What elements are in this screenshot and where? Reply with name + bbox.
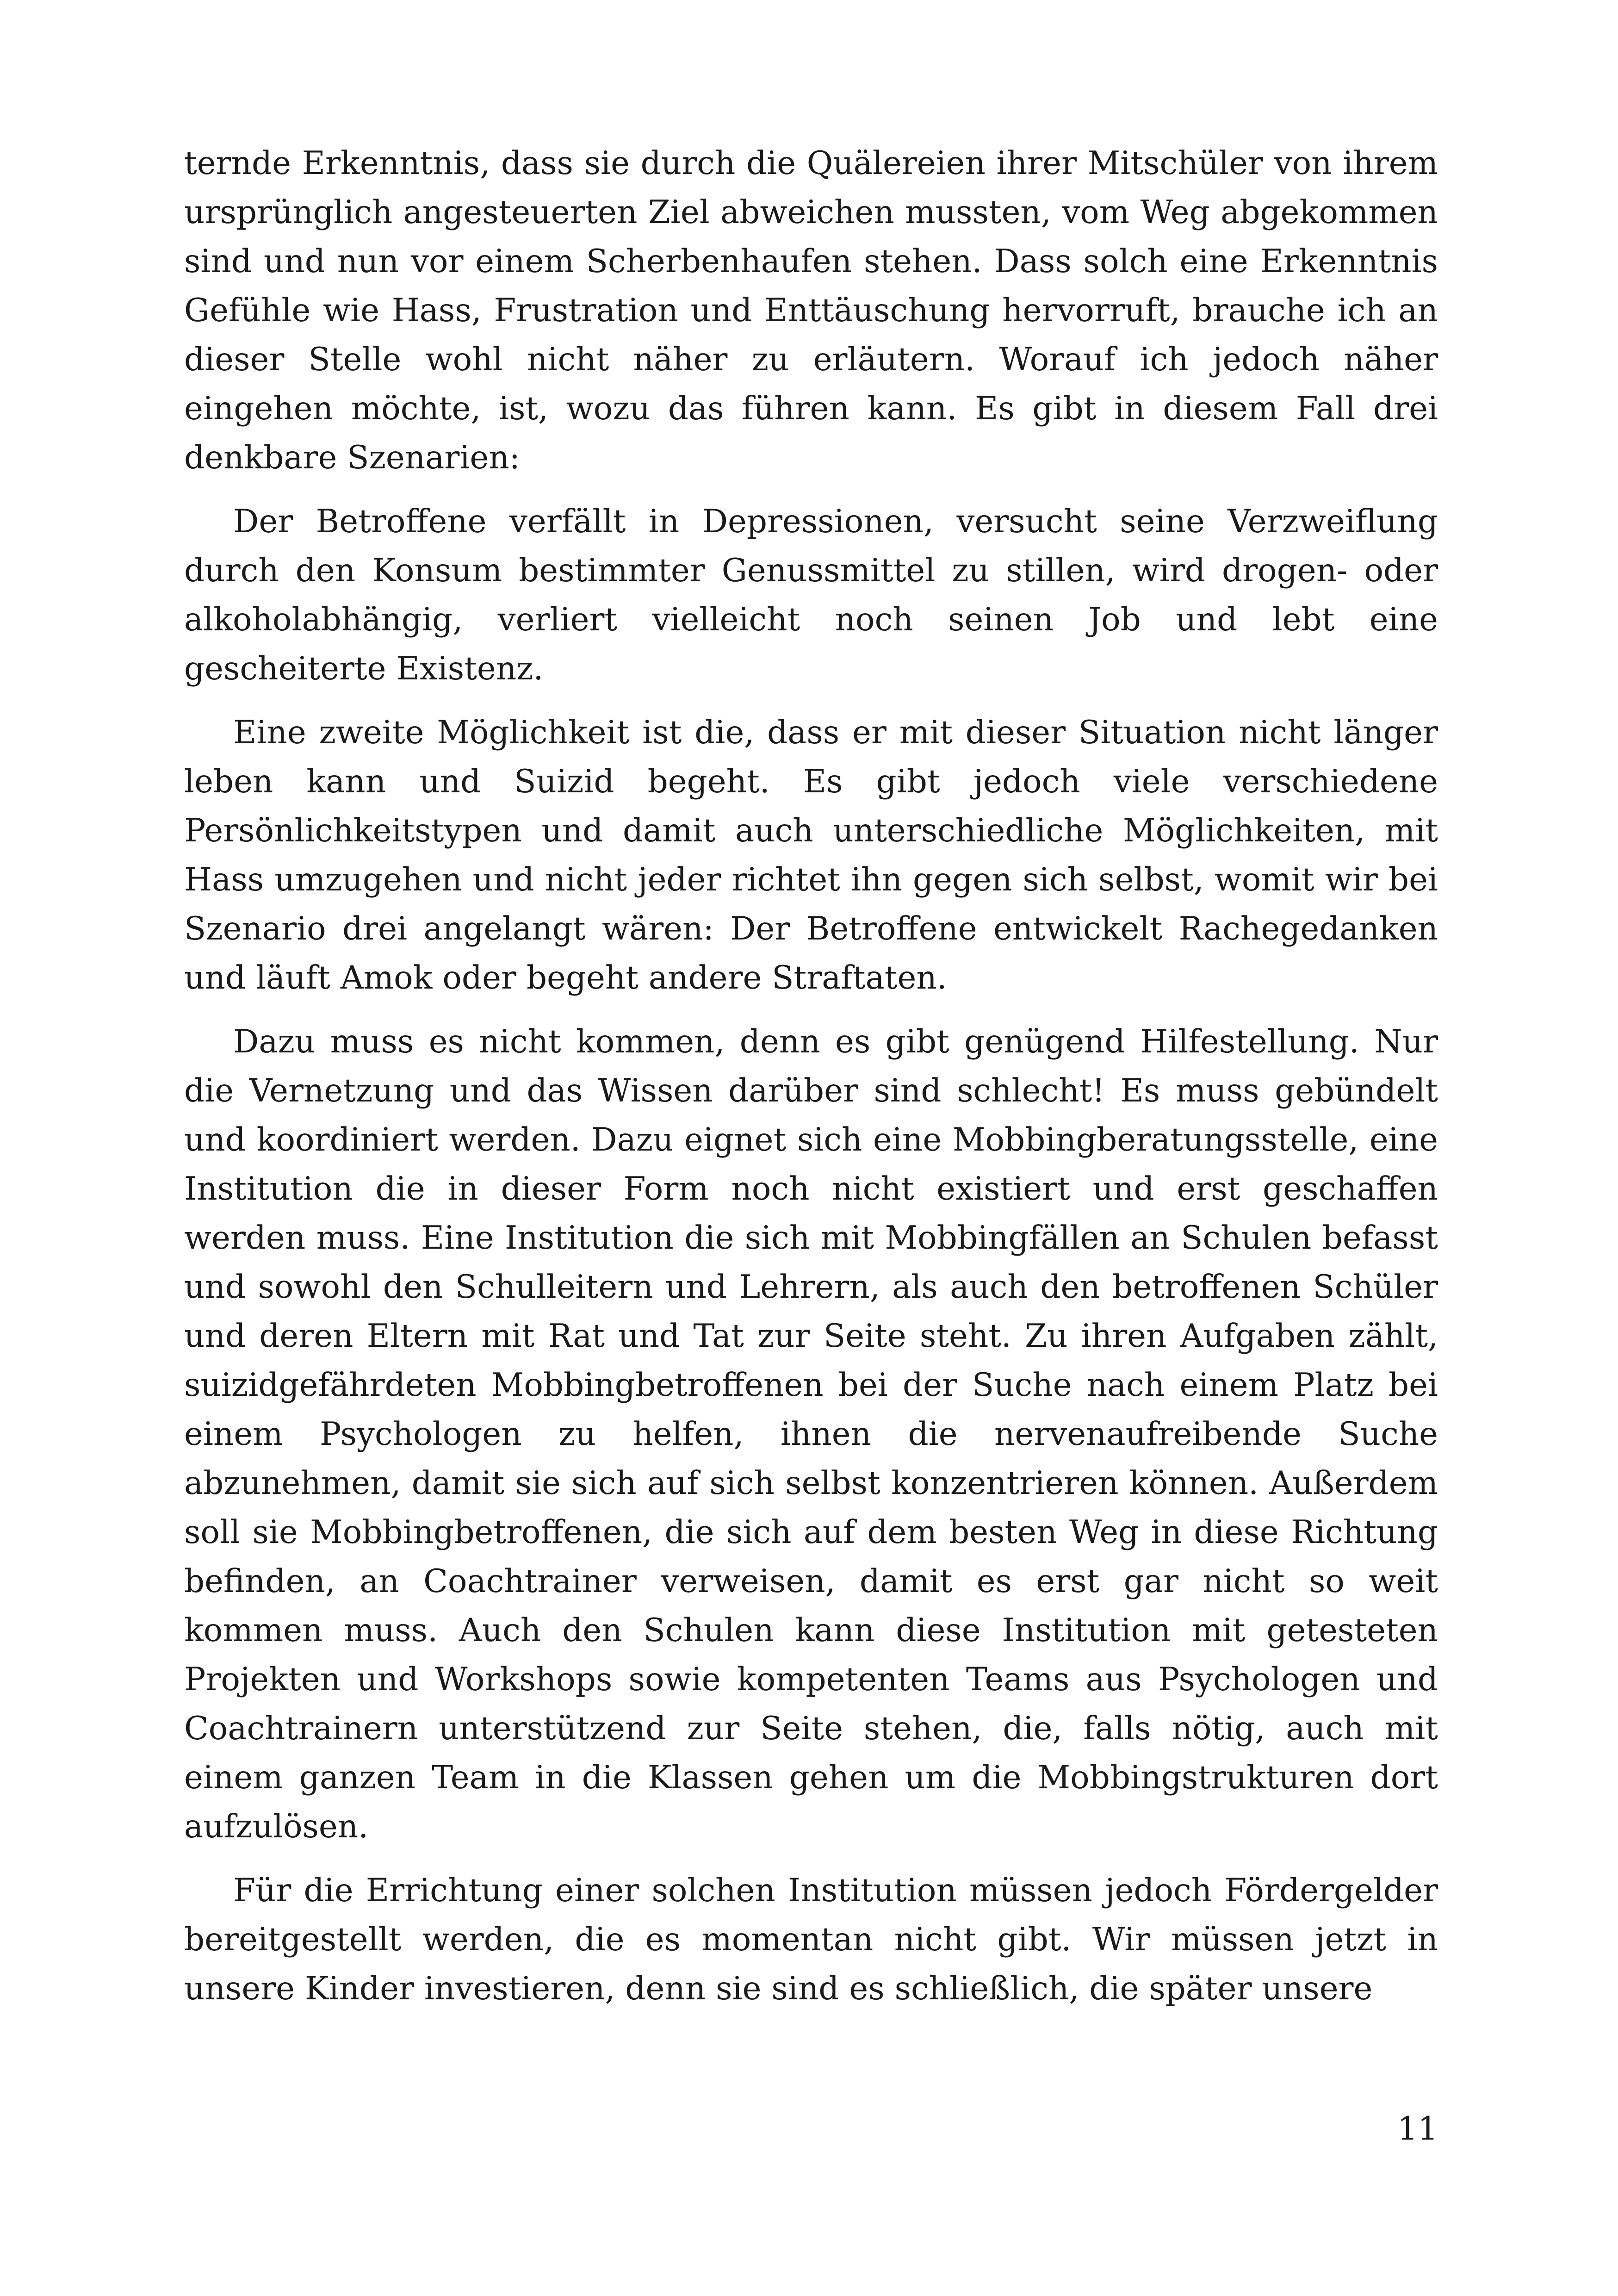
page-number: 11: [1397, 2110, 1438, 2147]
paragraph-1: ternde Erkenntnis, dass sie durch die Quälereien ihrer Mitschüler von ihrem ursprünglich angesteuerten Ziel abweichen mussten, vom Weg abgekommen sind und nun vor einem Scherbenhaufen stehen. Dass solch eine Erkenntnis Gefühle wie Hass, Frustration und Enttäuschung hervorruft, brauche ich an dieser Stelle wohl nicht näher zu erläutern. Worauf ich jedoch näher eingehen möchte, ist, wozu das führen kann. Es gibt in diesem Fall drei denkbare Szenarien:: [184, 145, 1438, 476]
paragraph-5: Für die Errichtung einer solchen Institution müssen jedoch Fördergelder bereitgestellt werden, die es momentan nicht gibt. Wir müssen jetzt in unsere Kinder investieren, denn sie sind es schließlich, die später unsere: [184, 1872, 1438, 2007]
paragraph-4: Dazu muss es nicht kommen, denn es gibt genügend Hilfestellung. Nur die Vernetzung und das Wissen darüber sind schlecht! Es muss gebündelt und koordiniert werden. Dazu eignet sich eine Mobbingberatungsstelle, eine Institution die in dieser Form noch nicht existiert und erst geschaffen werden muss. Eine Institution die sich mit Mobbingfällen an Schulen befasst und sowohl den Schulleitern und Lehrern, als auch den betroffenen Schüler und deren Eltern mit Rat und Tat zur Seite steht. Zu ihren Aufgaben zählt, suizidgefährdeten Mobbingbetroffenen bei der Suche nach einem Platz bei einem Psychologen zu helfen, ihnen die nervenaufreibende Suche abzunehmen, damit sie sich auf sich selbst konzentrieren können. Außerdem soll sie Mobbingbetroffenen, die sich auf dem besten Weg in diese Richtung befinden, an Coachtrainer verweisen, damit es erst gar nicht so weit kommen muss. Auch den Schulen kann diese Institution mit getesteten Projekten und Workshops sowie kompetenten Teams aus Psychologen und Coachtrainern unterstützend zur Seite stehen, die, falls nötig, auch mit einem ganzen Team in die Klassen gehen um die Mobbingstrukturen dort aufzulösen.: [184, 1023, 1438, 1845]
paragraph-3: Eine zweite Möglichkeit ist die, dass er mit dieser Situation nicht länger leben kann und Suizid begeht. Es gibt jedoch viele verschiedene Persönlichkeitstypen und damit auch unterschiedliche Möglichkeiten, mit Hass umzugehen und nicht jeder richtet ihn gegen sich selbst, womit wir bei Szenario drei angelangt wären: Der Betroffene entwickelt Rachegedanken und läuft Amok oder begeht andere Straftaten.: [184, 714, 1438, 996]
body-text: [184, 139, 1438, 2028]
paragraph-2: Der Betroffene verfällt in Depressionen, versucht seine Verzweiflung durch den Konsum bestimmter Genussmittel zu stillen, wird drogen- oder alkoholabhängig, verliert vielleicht noch seinen Job und lebt eine gescheiterte Existenz.: [184, 503, 1438, 687]
